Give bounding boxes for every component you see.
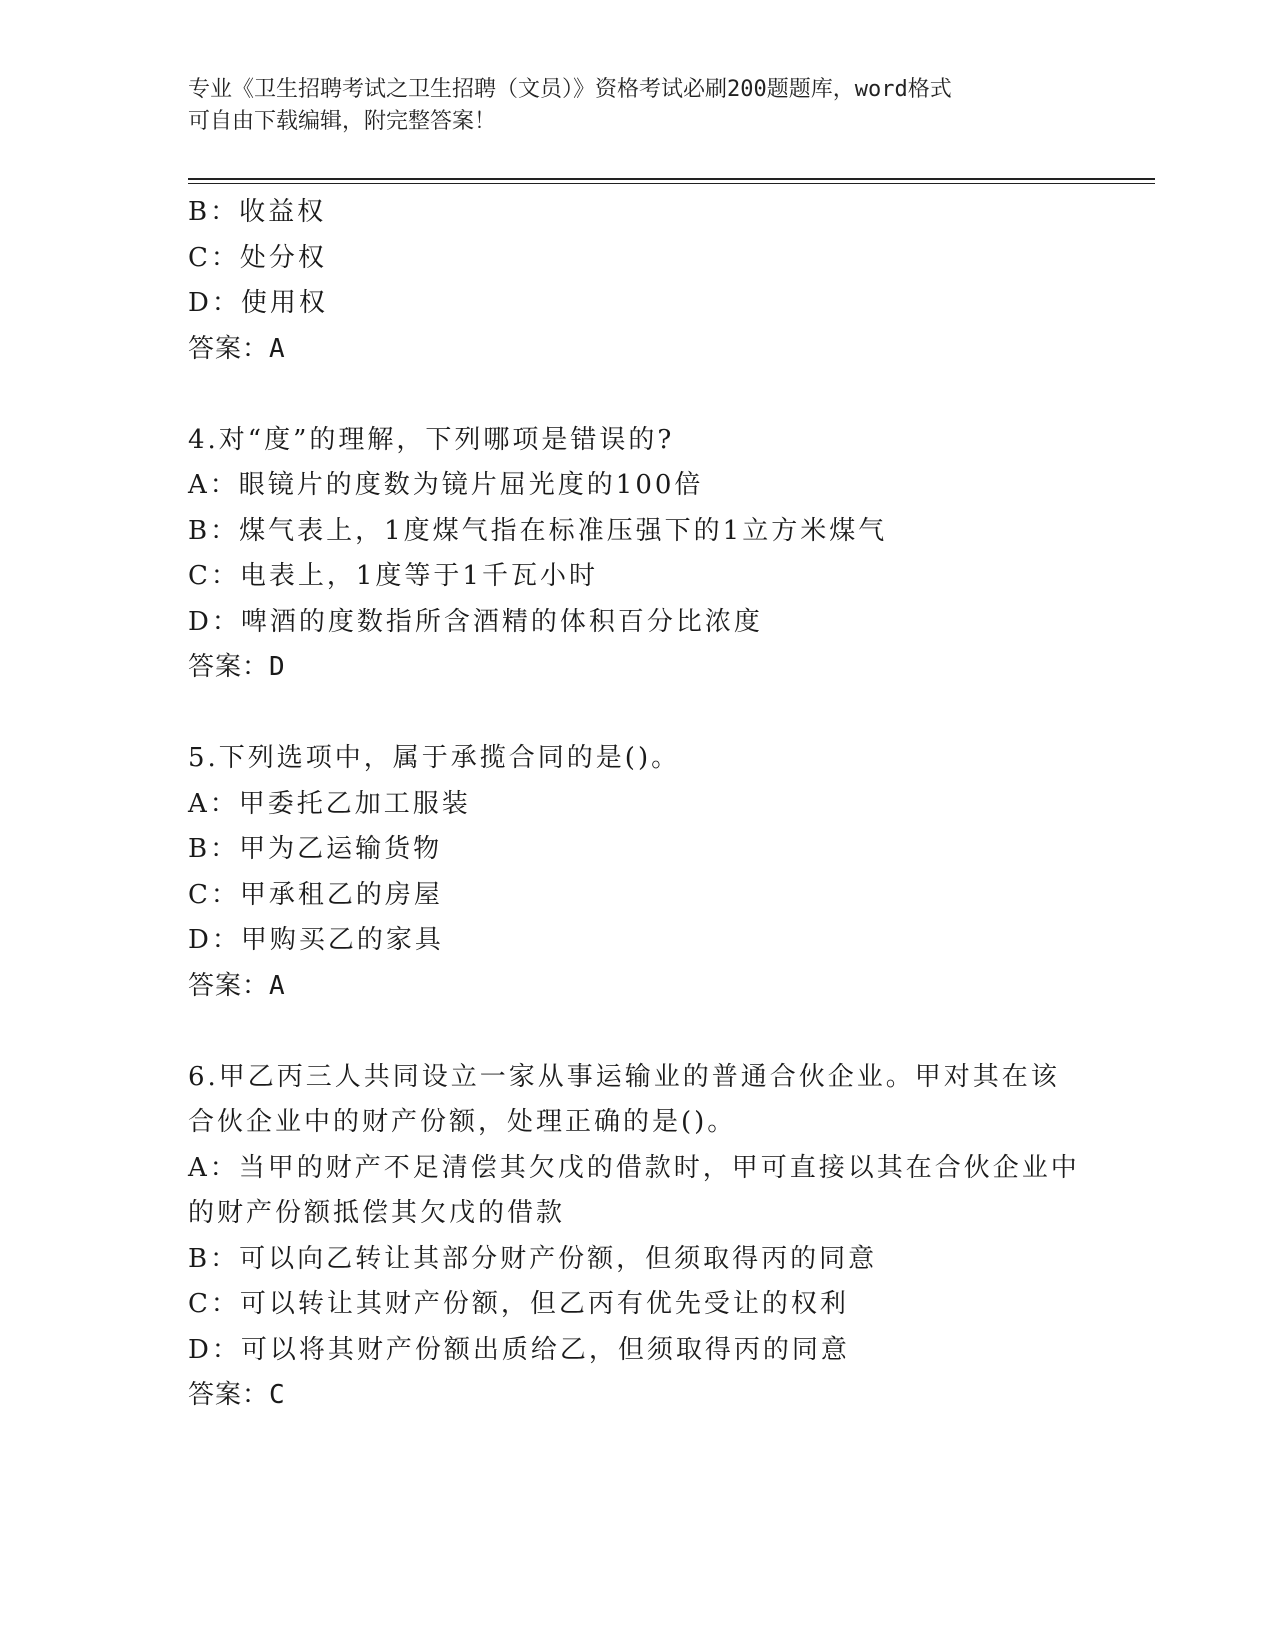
- option-b: B：甲为乙运输货物: [188, 834, 443, 864]
- question-stem: 4.对“度”的理解，下列哪项是错误的?: [188, 424, 675, 455]
- answer-value: D: [269, 652, 286, 682]
- option-b: B：收益权: [188, 197, 327, 227]
- question-4: [188, 418, 1088, 691]
- answer-line: [188, 645, 1088, 691]
- option-d: D：甲购买乙的家具: [188, 925, 444, 955]
- question-stem-line-2: 合伙企业中的财产份额，处理正确的是()。: [188, 1107, 737, 1137]
- answer-value: C: [269, 1380, 286, 1410]
- option-a-line-2: 的财产份额抵偿其欠戊的借款: [188, 1198, 566, 1228]
- document-header: [188, 74, 1068, 138]
- option-d: D：啤酒的度数指所含酒精的体积百分比浓度: [188, 606, 763, 637]
- question-list: [188, 190, 1088, 1419]
- option-b: B：煤气表上，1度煤气指在标准压强下的1立方米煤气: [188, 515, 888, 546]
- option-a-line-1: A：当甲的财产不足清偿其欠戊的借款时，甲可直接以其在合伙企业中: [188, 1152, 1080, 1183]
- option-c: C：电表上，1度等于1千瓦小时: [188, 561, 598, 591]
- option-c: C：处分权: [188, 242, 327, 273]
- question-5: [188, 736, 1088, 1009]
- option-d: D：使用权: [188, 288, 328, 318]
- header-rule-thin: [188, 183, 1155, 184]
- question-stem: 5.下列选项中，属于承揽合同的是()。: [188, 743, 681, 773]
- header-line-1: 专业《卫生招聘考试之卫生招聘（文员）》资格考试必刷200题题库，word格式: [188, 77, 952, 102]
- option-a: A：甲委托乙加工服装: [188, 788, 471, 819]
- answer-label: 答案：: [188, 652, 270, 682]
- answer-line: [188, 964, 1088, 1010]
- answer-line: [188, 327, 1088, 373]
- option-b: B：可以向乙转让其部分财产份额，但须取得丙的同意: [188, 1243, 878, 1274]
- question-stem-line-1: 6.甲乙丙三人共同设立一家从事运输业的普通合伙企业。甲对其在该: [188, 1061, 1060, 1092]
- answer-line: [188, 1373, 1088, 1419]
- answer-label: 答案：: [188, 1380, 270, 1410]
- header-rule-thick: [188, 178, 1155, 180]
- option-c: C：可以转让其财产份额，但乙丙有优先受让的权利: [188, 1289, 849, 1319]
- answer-label: 答案：: [188, 970, 270, 1001]
- header-line-2: 可自由下载编辑，附完整答案！: [188, 109, 497, 134]
- option-d: D：可以将其财产份额出质给乙，但须取得丙的同意: [188, 1334, 850, 1365]
- question-3-tail: [188, 190, 1088, 372]
- option-c: C：甲承租乙的房屋: [188, 879, 443, 910]
- question-6: [188, 1055, 1088, 1419]
- answer-value: A: [269, 333, 286, 364]
- option-a: A：眼镜片的度数为镜片屈光度的100倍: [188, 470, 704, 500]
- answer-value: A: [269, 970, 286, 1001]
- answer-label: 答案：: [188, 333, 270, 364]
